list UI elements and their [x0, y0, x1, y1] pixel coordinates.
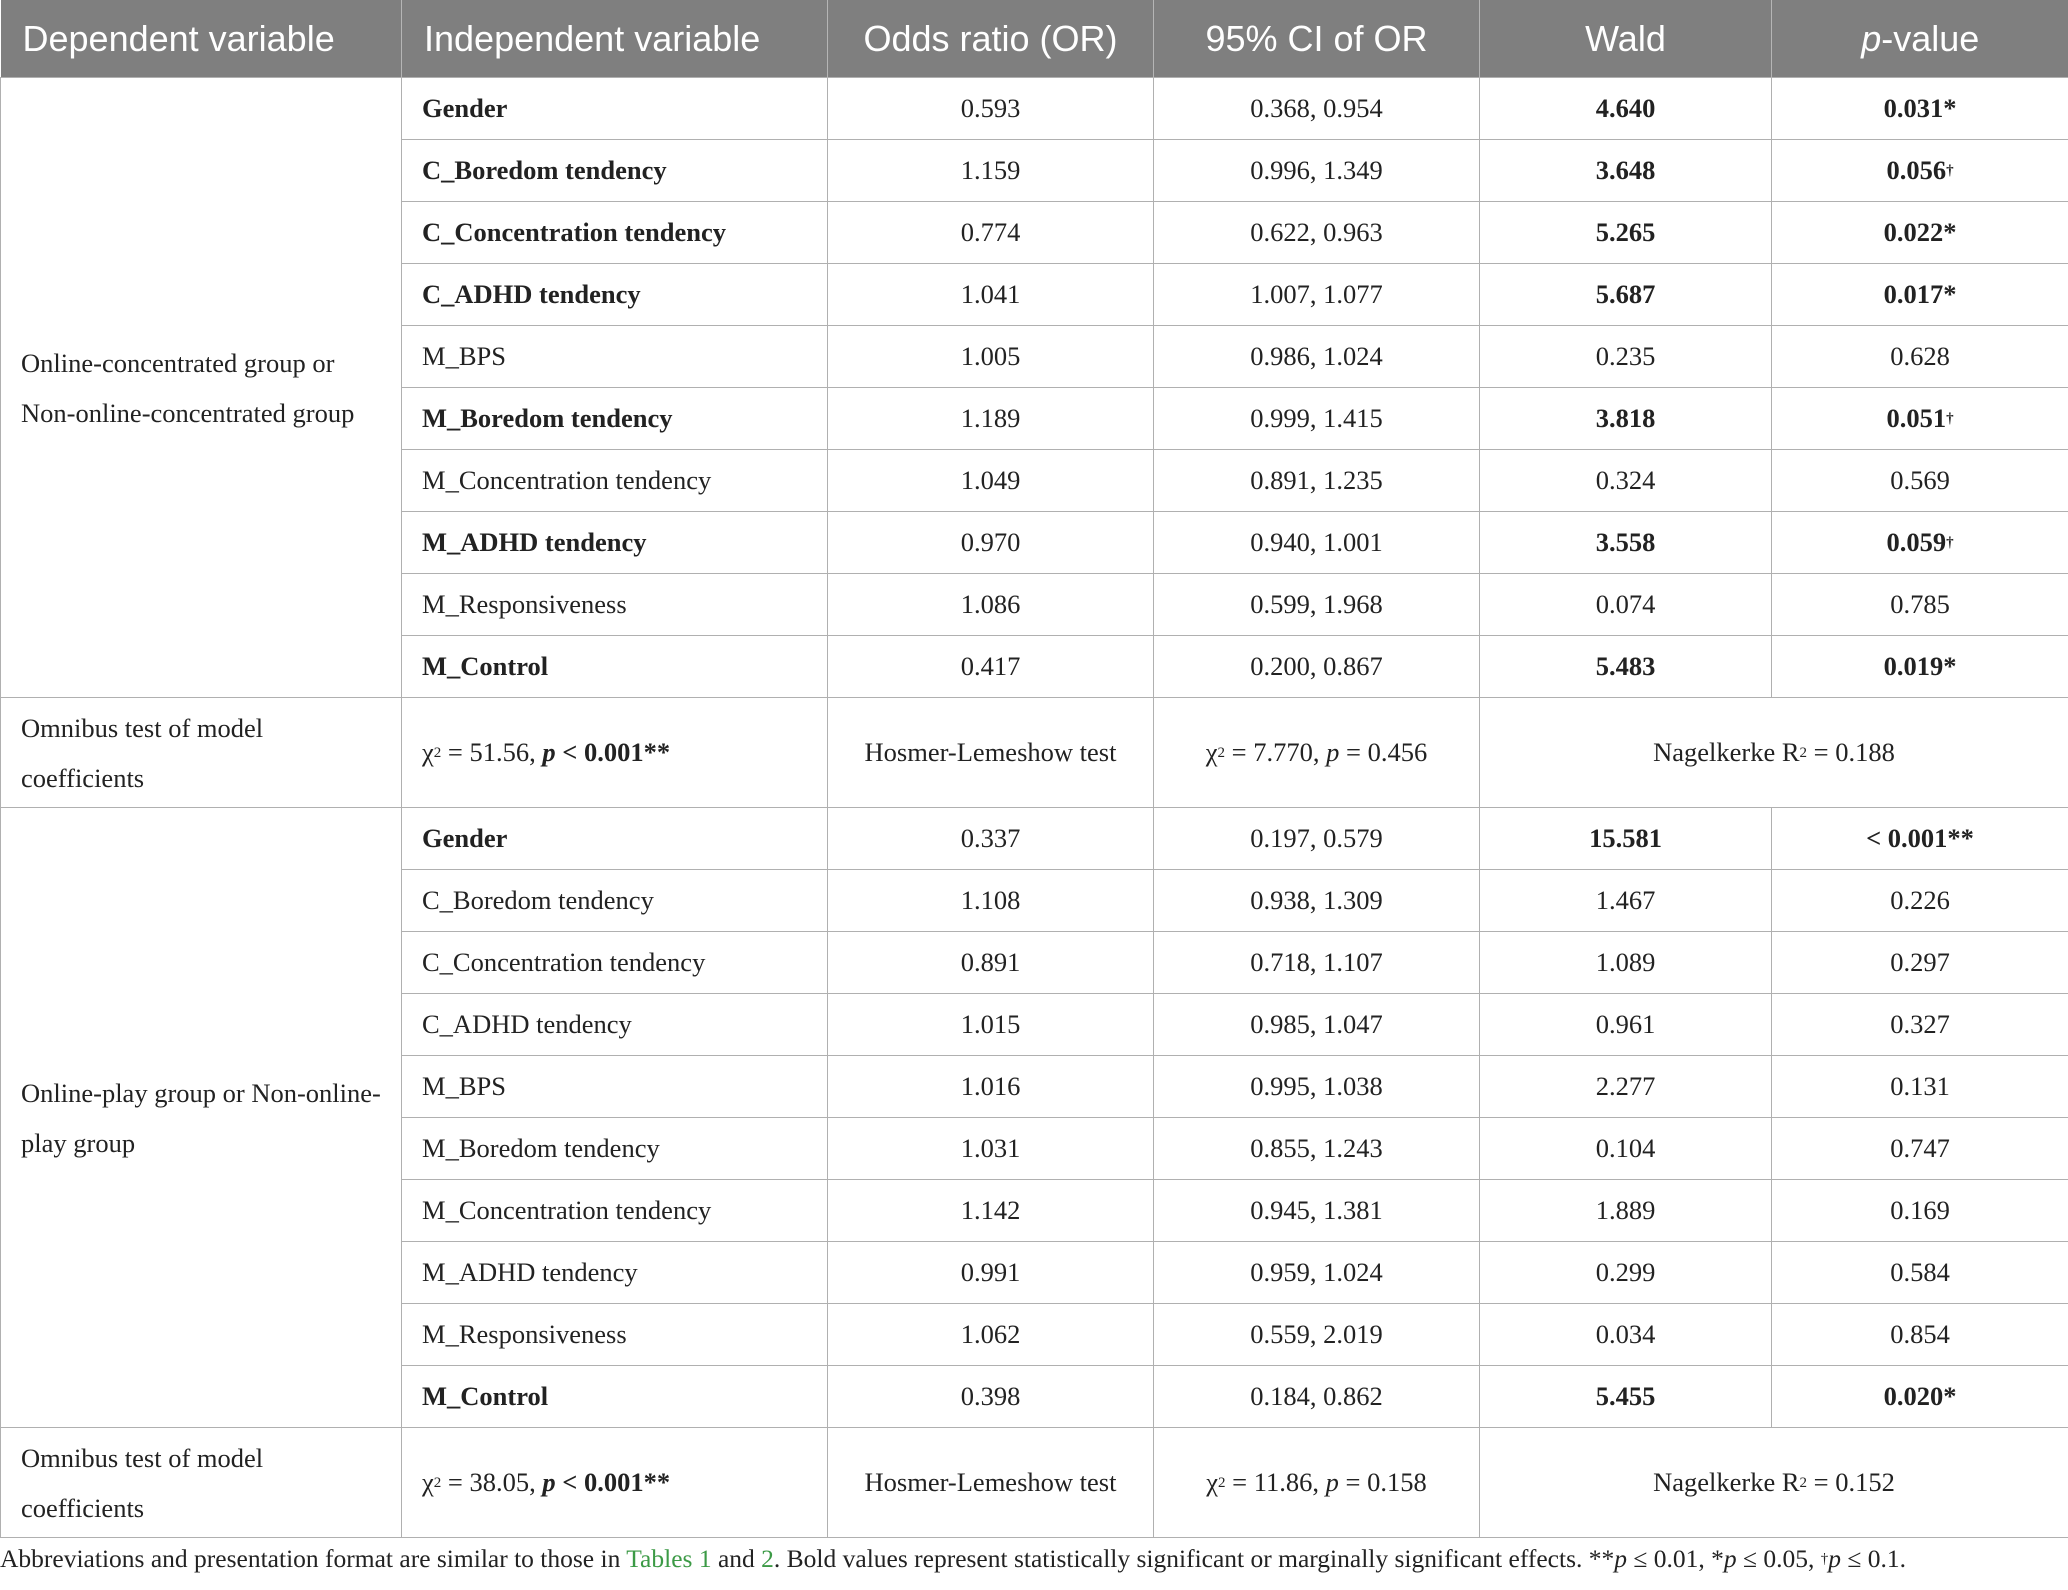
chi-superscript: 2 — [433, 745, 442, 761]
odds-ratio-cell: 1.159 — [828, 140, 1154, 202]
odds-ratio-cell: 0.970 — [828, 512, 1154, 574]
dependent-variable-cell: Online-play group or Non-online-play group — [1, 808, 402, 1428]
chi-value: = 11.86, — [1225, 1467, 1326, 1497]
omnibus-row — [1, 698, 2068, 808]
ci-cell: 0.995, 1.038 — [1154, 1056, 1480, 1118]
odds-ratio-cell: 1.189 — [828, 388, 1154, 450]
significance-mark: ** — [1947, 823, 1974, 853]
independent-variable-cell: M_ADHD tendency — [402, 1242, 828, 1304]
wald-cell: 3.648 — [1480, 140, 1772, 202]
ci-cell: 0.200, 0.867 — [1154, 636, 1480, 698]
p-value-cell — [1772, 512, 2068, 574]
wald-cell: 1.467 — [1480, 870, 1772, 932]
wald-cell: 15.581 — [1480, 808, 1772, 870]
p-value-cell — [1772, 1056, 2068, 1118]
ci-cell: 0.945, 1.381 — [1154, 1180, 1480, 1242]
wald-cell: 4.640 — [1480, 78, 1772, 140]
odds-ratio-cell: 1.062 — [828, 1304, 1154, 1366]
independent-variable-cell: C_Boredom tendency — [402, 870, 828, 932]
independent-variable-cell: C_Concentration tendency — [402, 932, 828, 994]
odds-ratio-cell: 0.991 — [828, 1242, 1154, 1304]
hosmer-lemeshow-label: Hosmer-Lemeshow test — [828, 1428, 1154, 1538]
independent-variable-cell: M_BPS — [402, 1056, 828, 1118]
odds-ratio-cell: 0.337 — [828, 808, 1154, 870]
omnibus-chi-cell — [402, 698, 828, 808]
hosmer-lemeshow-label: Hosmer-Lemeshow test — [828, 698, 1154, 808]
odds-ratio-cell: 0.774 — [828, 202, 1154, 264]
p-value-cell — [1772, 932, 2068, 994]
significance-mark: * — [1943, 1381, 1957, 1411]
significance-mark: † — [1946, 163, 1954, 179]
header-or: Odds ratio (OR) — [828, 0, 1154, 78]
nagelkerke-label: Nagelkerke R — [1653, 737, 1800, 767]
p-value: 0.051 — [1886, 403, 1947, 433]
omnibus-row — [1, 1428, 2068, 1538]
odds-ratio-cell: 0.891 — [828, 932, 1154, 994]
chi-symbol: χ — [422, 737, 434, 767]
wald-cell: 0.034 — [1480, 1304, 1772, 1366]
chi-symbol: χ — [1206, 1467, 1219, 1497]
ci-cell: 0.986, 1.024 — [1154, 326, 1480, 388]
wald-cell: 2.277 — [1480, 1056, 1772, 1118]
p-value-cell — [1772, 388, 2068, 450]
nagelkerke-cell — [1480, 1428, 2068, 1538]
odds-ratio-cell: 1.005 — [828, 326, 1154, 388]
independent-variable-cell: M_ADHD tendency — [402, 512, 828, 574]
independent-variable-cell: Gender — [402, 808, 828, 870]
p-value: 0.031 — [1883, 93, 1944, 123]
odds-ratio-cell: 1.041 — [828, 264, 1154, 326]
wald-cell: 0.235 — [1480, 326, 1772, 388]
p-value: 0.854 — [1890, 1319, 1950, 1349]
wald-cell: 5.455 — [1480, 1366, 1772, 1428]
ci-cell: 0.559, 2.019 — [1154, 1304, 1480, 1366]
footnote-text: ≤ 0.01, * — [1627, 1544, 1724, 1573]
footnote-p: p — [1723, 1544, 1737, 1573]
table-row — [1, 78, 2068, 140]
odds-ratio-cell: 0.398 — [828, 1366, 1154, 1428]
significance-mark: * — [1943, 279, 1957, 309]
omnibus-p-value: < 0.001** — [555, 1467, 671, 1497]
header-row — [1, 0, 2068, 78]
p-value: 0.628 — [1890, 341, 1950, 371]
hosmer-lemeshow-value — [1154, 698, 1480, 808]
nagelkerke-value: = 0.188 — [1807, 737, 1895, 767]
p-value: 0.297 — [1890, 947, 1950, 977]
chi-superscript: 2 — [1218, 1475, 1226, 1491]
header-wald: Wald — [1480, 0, 1772, 78]
hl-p-value: = 0.158 — [1338, 1467, 1427, 1497]
p-italic: p — [542, 1467, 556, 1497]
p-value: 0.056 — [1886, 155, 1947, 185]
p-value: 0.584 — [1890, 1257, 1950, 1287]
footnote-text: . Bold values represent statistically significant or marginally significant effects. ** — [773, 1544, 1615, 1573]
wald-cell: 5.265 — [1480, 202, 1772, 264]
p-value: 0.022 — [1883, 217, 1944, 247]
p-value-cell — [1772, 140, 2068, 202]
odds-ratio-cell: 1.108 — [828, 870, 1154, 932]
footnote-text: Abbreviations and presentation format are similar to those in — [0, 1544, 627, 1573]
p-value-cell — [1772, 1366, 2068, 1428]
wald-cell: 1.889 — [1480, 1180, 1772, 1242]
wald-cell: 0.961 — [1480, 994, 1772, 1056]
significance-mark: * — [1943, 651, 1957, 681]
chi-value: = 7.770, — [1225, 737, 1327, 767]
p-value: 0.569 — [1890, 465, 1950, 495]
odds-ratio-cell: 1.142 — [828, 1180, 1154, 1242]
chi-superscript: 2 — [433, 1475, 442, 1491]
wald-cell: 5.687 — [1480, 264, 1772, 326]
ci-cell: 0.959, 1.024 — [1154, 1242, 1480, 1304]
odds-ratio-cell: 1.031 — [828, 1118, 1154, 1180]
p-value: 0.017 — [1883, 279, 1944, 309]
ci-cell: 0.940, 1.001 — [1154, 512, 1480, 574]
p-value: 0.169 — [1890, 1195, 1950, 1225]
footnote-text: ≤ 0.1. — [1841, 1544, 1906, 1573]
significance-mark: * — [1943, 217, 1957, 247]
ci-cell: 0.368, 0.954 — [1154, 78, 1480, 140]
table-footnote — [0, 1544, 2068, 1574]
header-pvalue — [1772, 0, 2068, 78]
p-value-cell — [1772, 1118, 2068, 1180]
independent-variable-cell: M_Responsiveness — [402, 574, 828, 636]
independent-variable-cell: C_ADHD tendency — [402, 264, 828, 326]
chi-symbol: χ — [422, 1467, 434, 1497]
chi-value: = 38.05, — [441, 1467, 543, 1497]
p-value-cell — [1772, 636, 2068, 698]
p-value-cell — [1772, 326, 2068, 388]
p-value-cell — [1772, 1242, 2068, 1304]
wald-cell: 3.818 — [1480, 388, 1772, 450]
wald-cell: 5.483 — [1480, 636, 1772, 698]
odds-ratio-cell: 1.086 — [828, 574, 1154, 636]
p-value-cell — [1772, 1304, 2068, 1366]
ci-cell: 0.891, 1.235 — [1154, 450, 1480, 512]
p-value: 0.019 — [1883, 651, 1944, 681]
wald-cell: 3.558 — [1480, 512, 1772, 574]
p-value: 0.226 — [1890, 885, 1950, 915]
header-p-suffix: -value — [1881, 17, 1980, 59]
independent-variable-cell: M_Responsiveness — [402, 1304, 828, 1366]
p-value-cell — [1772, 78, 2068, 140]
p-value-cell — [1772, 1180, 2068, 1242]
p-value: 0.059 — [1886, 527, 1947, 557]
independent-variable-cell: C_Concentration tendency — [402, 202, 828, 264]
significance-mark: * — [1943, 93, 1957, 123]
p-italic: p — [542, 737, 556, 767]
header-p-letter: p — [1861, 17, 1882, 59]
ci-cell: 0.996, 1.349 — [1154, 140, 1480, 202]
header-ci: 95% CI of OR — [1154, 0, 1480, 78]
chi-superscript: 2 — [1217, 745, 1226, 761]
footnote-p: p — [1614, 1544, 1627, 1573]
p-italic: p — [1325, 1467, 1339, 1497]
p-value: 0.785 — [1890, 589, 1950, 619]
tables-1-link[interactable]: Tables 1 — [626, 1544, 712, 1573]
p-value: 0.020 — [1883, 1381, 1944, 1411]
odds-ratio-cell: 1.049 — [828, 450, 1154, 512]
r-superscript: 2 — [1799, 1475, 1808, 1491]
nagelkerke-value: = 0.152 — [1807, 1467, 1895, 1497]
ci-cell: 0.197, 0.579 — [1154, 808, 1480, 870]
nagelkerke-label: Nagelkerke R — [1653, 1467, 1800, 1497]
independent-variable-cell: C_Boredom tendency — [402, 140, 828, 202]
omnibus-chi-cell — [402, 1428, 828, 1538]
chi-value: = 51.56, — [441, 737, 543, 767]
independent-variable-cell: C_ADHD tendency — [402, 994, 828, 1056]
footnote-p: p — [1828, 1544, 1841, 1573]
p-value: 0.327 — [1890, 1009, 1950, 1039]
ci-cell: 0.999, 1.415 — [1154, 388, 1480, 450]
significance-mark: † — [1946, 411, 1954, 427]
table-2-link[interactable]: 2 — [761, 1544, 774, 1573]
p-value-cell — [1772, 574, 2068, 636]
ci-cell: 0.985, 1.047 — [1154, 994, 1480, 1056]
p-value-cell — [1772, 808, 2068, 870]
wald-cell: 1.089 — [1480, 932, 1772, 994]
p-value-cell — [1772, 202, 2068, 264]
ci-cell: 0.855, 1.243 — [1154, 1118, 1480, 1180]
significance-mark: † — [1946, 535, 1954, 551]
ci-cell: 0.599, 1.968 — [1154, 574, 1480, 636]
header-dependent: Dependent variable — [1, 0, 402, 78]
footnote-text: and — [711, 1544, 762, 1573]
ci-cell: 0.718, 1.107 — [1154, 932, 1480, 994]
p-value-cell — [1772, 994, 2068, 1056]
wald-cell: 0.074 — [1480, 574, 1772, 636]
footnote-dagger: † — [1820, 1551, 1829, 1567]
p-value-cell — [1772, 450, 2068, 512]
footnote-text: ≤ 0.05, — [1736, 1544, 1821, 1573]
ci-cell: 0.184, 0.862 — [1154, 1366, 1480, 1428]
independent-variable-cell: M_Boredom tendency — [402, 388, 828, 450]
odds-ratio-cell: 1.016 — [828, 1056, 1154, 1118]
omnibus-p-value: < 0.001** — [555, 737, 671, 767]
nagelkerke-cell — [1480, 698, 2068, 808]
independent-variable-cell: M_Concentration tendency — [402, 450, 828, 512]
wald-cell: 0.104 — [1480, 1118, 1772, 1180]
ci-cell: 0.938, 1.309 — [1154, 870, 1480, 932]
p-value-cell — [1772, 264, 2068, 326]
p-italic: p — [1326, 737, 1340, 767]
independent-variable-cell: M_BPS — [402, 326, 828, 388]
ci-cell: 0.622, 0.963 — [1154, 202, 1480, 264]
p-value: 0.747 — [1890, 1133, 1950, 1163]
omnibus-label: Omnibus test of model coefficients — [1, 1428, 402, 1538]
dependent-variable-cell: Online-concentrated group or Non-online-concentrated group — [1, 78, 402, 698]
odds-ratio-cell: 1.015 — [828, 994, 1154, 1056]
hosmer-lemeshow-value — [1154, 1428, 1480, 1538]
r-superscript: 2 — [1799, 745, 1808, 761]
odds-ratio-cell: 0.417 — [828, 636, 1154, 698]
independent-variable-cell: M_Boredom tendency — [402, 1118, 828, 1180]
omnibus-label: Omnibus test of model coefficients — [1, 698, 402, 808]
wald-cell: 0.324 — [1480, 450, 1772, 512]
chi-symbol: χ — [1205, 737, 1218, 767]
wald-cell: 0.299 — [1480, 1242, 1772, 1304]
p-value: < 0.001 — [1866, 823, 1948, 853]
independent-variable-cell: M_Concentration tendency — [402, 1180, 828, 1242]
odds-ratio-cell: 0.593 — [828, 78, 1154, 140]
independent-variable-cell: Gender — [402, 78, 828, 140]
p-value-cell — [1772, 870, 2068, 932]
independent-variable-cell: M_Control — [402, 1366, 828, 1428]
hl-p-value: = 0.456 — [1339, 737, 1428, 767]
independent-variable-cell: M_Control — [402, 636, 828, 698]
table-row — [1, 808, 2068, 870]
p-value: 0.131 — [1890, 1071, 1950, 1101]
header-independent: Independent variable — [402, 0, 828, 78]
ci-cell: 1.007, 1.077 — [1154, 264, 1480, 326]
